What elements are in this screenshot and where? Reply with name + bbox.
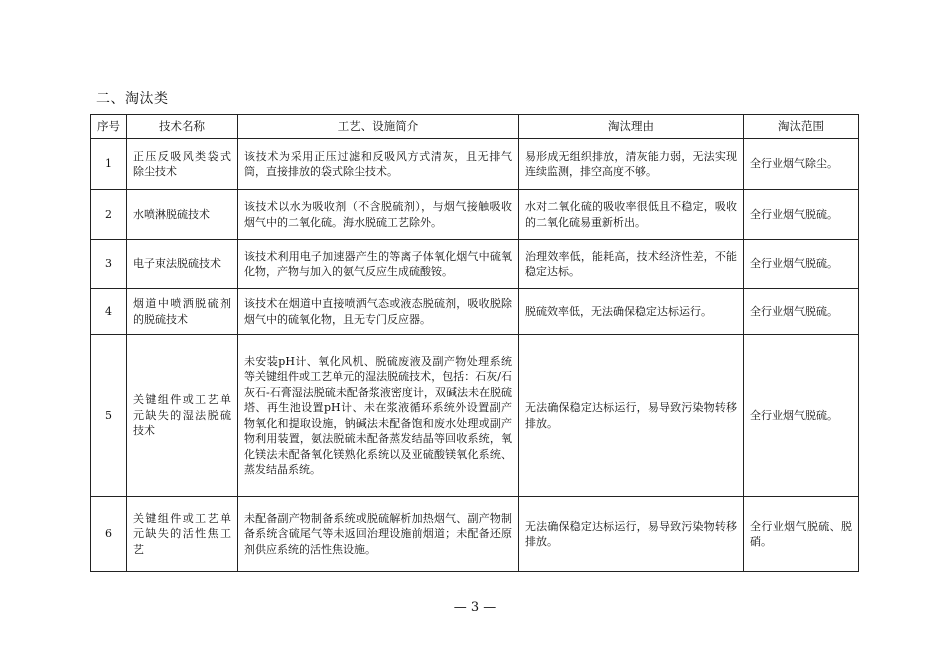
- row-tech-name: 关键组件或工艺单元缺失的湿法脱硫技术: [127, 335, 238, 497]
- row-reason: 脱硫效率低，无法确保稳定达标运行。: [519, 289, 744, 335]
- row-scope: 全行业烟气脱硫。: [744, 289, 859, 335]
- row-scope: 全行业烟气脱硫。: [744, 190, 859, 240]
- row-no: 2: [91, 190, 127, 240]
- row-reason: 易形成无组织排放，清灰能力弱，无法实现连续监测，排空高度不够。: [519, 139, 744, 190]
- row-tech-name: 电子束法脱硫技术: [127, 240, 238, 289]
- row-reason: 水对二氧化硫的吸收率很低且不稳定，吸收的二氧化硫易重新析出。: [519, 190, 744, 240]
- row-tech-name: 正压反吸风类袋式除尘技术: [127, 139, 238, 190]
- row-process-intro: 未安装pH计、氧化风机、脱硫废液及副产物处理系统等关键组件或工艺单元的湿法脱硫技术，包括：石灰/石灰石-石膏湿法脱硫未配备浆液密度计，双碱法未在脱硫塔、再生池设置pH计、未在浆液循环系统外设置副产物氧化和提取设施，钠碱法未配备饱和废水处理或副产物利用装置，氨法脱硫未配备蒸发结晶等回收系统，氧化镁法未配备氧化镁熟化系统以及亚硫酸镁氧化系统、蒸发结晶系统。: [238, 335, 519, 497]
- table-row: [91, 190, 859, 240]
- table-row: [91, 139, 859, 190]
- row-no: 3: [91, 240, 127, 289]
- row-reason: 无法确保稳定达标运行，易导致污染物转移排放。: [519, 335, 744, 497]
- header-reason: 淘汰理由: [519, 115, 744, 139]
- row-scope: 全行业烟气脱硫。: [744, 335, 859, 497]
- row-tech-name: 烟道中喷洒脱硫剂的脱硫技术: [127, 289, 238, 335]
- row-scope: 全行业烟气除尘。: [744, 139, 859, 190]
- row-process-intro: 该技术在烟道中直接喷洒气态或液态脱硫剂，吸收脱除烟气中的硫氧化物，且无专门反应器。: [238, 289, 519, 335]
- table-row: [91, 497, 859, 572]
- table-header-row: [91, 115, 859, 139]
- row-scope: 全行业烟气脱硫、脱硝。: [744, 497, 859, 572]
- row-no: 4: [91, 289, 127, 335]
- header-no: 序号: [91, 115, 127, 139]
- row-process-intro: 未配备副产物制备系统或脱硫解析加热烟气、副产物制备系统含硫尾气等未返回治理设施前烟道；未配备还原剂供应系统的活性焦设施。: [238, 497, 519, 572]
- section-title: 二、淘汰类: [96, 91, 169, 107]
- row-tech-name: 关键组件或工艺单元缺失的活性焦工艺: [127, 497, 238, 572]
- row-reason: 无法确保稳定达标运行，易导致污染物转移排放。: [519, 497, 744, 572]
- row-tech-name: 水喷淋脱硫技术: [127, 190, 238, 240]
- row-no: 1: [91, 139, 127, 190]
- page-number: — 3 —: [453, 600, 497, 615]
- header-process-intro: 工艺、设施简介: [238, 115, 519, 139]
- header-tech-name: 技术名称: [127, 115, 238, 139]
- row-scope: 全行业烟气脱硫。: [744, 240, 859, 289]
- row-process-intro: 该技术利用电子加速器产生的等离子体氧化烟气中硫氧化物，产物与加入的氨气反应生成硫酸铵。: [238, 240, 519, 289]
- row-no: 5: [91, 335, 127, 497]
- row-process-intro: 该技术为采用正压过滤和反吸风方式清灰，且无排气筒，直接排放的袋式除尘技术。: [238, 139, 519, 190]
- table-row: [91, 240, 859, 289]
- row-reason: 治理效率低，能耗高，技术经济性差，不能稳定达标。: [519, 240, 744, 289]
- table-row: [91, 335, 859, 497]
- row-no: 6: [91, 497, 127, 572]
- header-scope: 淘汰范围: [744, 115, 859, 139]
- elimination-table: [90, 114, 859, 572]
- row-process-intro: 该技术以水为吸收剂（不含脱硫剂），与烟气接触吸收烟气中的二氧化硫。海水脱硫工艺除外。: [238, 190, 519, 240]
- table-row: [91, 289, 859, 335]
